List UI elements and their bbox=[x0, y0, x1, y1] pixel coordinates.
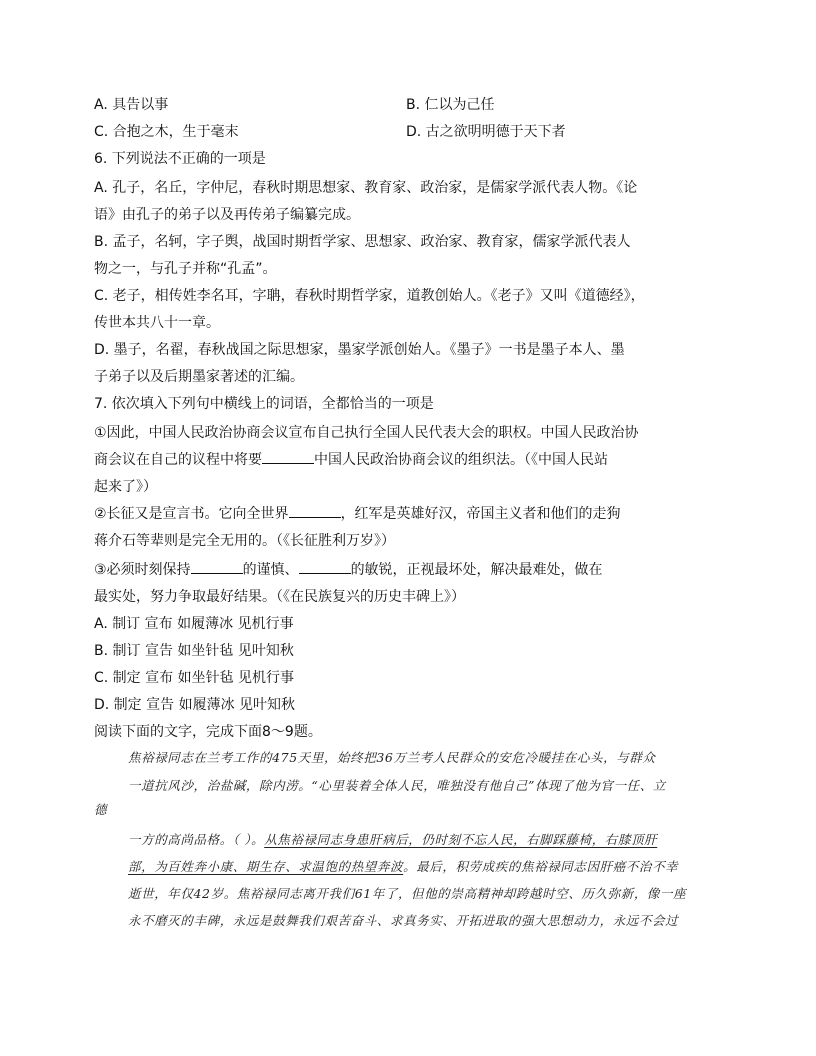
q6-option-b-line2: 物之一，与孔子并称“孔孟”。 bbox=[94, 261, 277, 277]
q6-option-c-line2: 传世本共八十一章。 bbox=[94, 315, 220, 331]
passage-line-4 bbox=[128, 831, 657, 849]
q6-option-a-line1: A. 孔子，名丘，字仲尼，春秋时期思想家、教育家、政治家，是儒家学派代表人物。《论 bbox=[94, 180, 638, 196]
q7-sentence3-line1 bbox=[94, 560, 603, 580]
q7-s2-text-b: ，红军是英雄好汉，帝国主义者和他们的走狗 bbox=[340, 506, 621, 522]
passage-underlined-text-1: 从焦裕禄同志身患肝病后，仍时刻不忘人民，右脚踩藤椅，右膝顶肝 bbox=[264, 832, 658, 847]
q7-s1-text-b: 中国人民政治协商会议的组织法。（《中国人民站 bbox=[314, 452, 608, 468]
q6-option-a-line2: 语》由孔子的弟子以及再传弟子编纂完成。 bbox=[94, 207, 360, 223]
q7-s2-text-a: ②长征又是宣言书。它向全世界 bbox=[94, 506, 289, 522]
q6-option-d-line2: 子弟子以及后期墨家著述的汇编。 bbox=[94, 369, 304, 385]
passage-blank-text: 一方的高尚品格。（ ）。 bbox=[128, 832, 265, 847]
q7-sentence1-line2 bbox=[94, 450, 608, 470]
passage-line-7: 永不磨灭的丰碑，永远是鼓舞我们艰苦奋斗、求真务实、开拓进取的强大思想动力，永远不会过 bbox=[128, 913, 679, 928]
q7-option-d: D. 制定 宣告 如履薄冰 见叶知秋 bbox=[94, 697, 296, 713]
q5-option-b: B. 仁以为己任 bbox=[406, 97, 495, 113]
q7-sentence1-line1: ①因此，中国人民政治协商会议宣布自己执行全国人民代表大会的职权。中国人民政治协 bbox=[94, 425, 639, 441]
q7-s3-text-b: 的谨慎、 bbox=[242, 562, 299, 578]
q7-blank-2 bbox=[289, 504, 341, 518]
q7-s1-text-a: 商会议在自己的议程中将要 bbox=[94, 452, 262, 468]
q6-option-c-line1: C. 老子，相传姓李名耳，字聃，春秋时期哲学家，道教创始人。《老子》又叫《道德经》， bbox=[94, 288, 645, 304]
q6-option-d-line1: D. 墨子，名翟，春秋战国之际思想家，墨家学派创始人。《墨子》一书是墨子本人、墨 bbox=[94, 342, 625, 358]
q6-option-b-line1: B. 孟子，名轲，字子舆，战国时期哲学家、思想家、政治家、教育家，儒家学派代表人 bbox=[94, 234, 631, 250]
q7-s3-text-a: ③必须时刻保持 bbox=[94, 562, 191, 578]
q5-option-c: C. 合抱之木，生于毫末 bbox=[94, 124, 239, 140]
passage-line-1: 焦裕禄同志在兰考工作的475天里，始终把36万兰考人民群众的安危冷暖挂在心头，与群众 bbox=[128, 750, 656, 765]
q5-option-a: A. 具告以事 bbox=[94, 97, 169, 113]
q7-sentence2-line1 bbox=[94, 504, 621, 524]
passage-text-5b: 。最后，积劳成疾的焦裕禄同志因肝癌不治不幸 bbox=[403, 859, 679, 874]
q7-sentence2-line2: 蒋介石等辈则是完全无用的。（《长征胜利万岁》） bbox=[94, 533, 395, 549]
q7-s3-text-c: 的敏锐，正视最坏处，解决最难处，做在 bbox=[350, 562, 603, 578]
passage-line-6: 逝世，年仅42岁。焦裕禄同志离开我们61年了，但他的崇高精神却跨越时空、历久弥新，像一座 bbox=[128, 886, 687, 901]
q5-option-d: D. 古之欲明明德于天下者 bbox=[406, 124, 566, 140]
q7-blank-3 bbox=[191, 560, 243, 574]
passage-underlined-text-2: 部，为百姓奔小康、期生存、求温饱的热望奔波 bbox=[128, 859, 404, 874]
q7-option-b: B. 制订 宣告 如坐针毡 见叶知秋 bbox=[94, 643, 294, 659]
q7-blank-4 bbox=[299, 560, 351, 574]
passage-line-5 bbox=[128, 858, 678, 876]
q7-blank-1 bbox=[262, 450, 314, 464]
q7-sentence3-line2: 最实处，努力争取最好结果。（《在民族复兴的历史丰碑上》） bbox=[94, 589, 465, 605]
q6-stem: 6. 下列说法不正确的一项是 bbox=[94, 151, 266, 167]
reading-intro: 阅读下面的文字，完成下面8～9题。 bbox=[94, 724, 322, 740]
q7-option-a: A. 制订 宣布 如履薄冰 见机行事 bbox=[94, 616, 294, 632]
q7-sentence1-line3: 起来了》） bbox=[94, 479, 157, 495]
q7-stem: 7. 依次填入下列句中横线上的词语，全都恰当的一项是 bbox=[94, 396, 434, 412]
q7-option-c: C. 制定 宣布 如坐针毡 见机行事 bbox=[94, 670, 295, 686]
passage-line-3: 德 bbox=[94, 802, 108, 817]
passage-line-2: 一道抗风沙，治盐碱，除内涝。“心里装着全体人民，唯独没有他自己”体现了他为官一任、立 bbox=[128, 778, 666, 793]
